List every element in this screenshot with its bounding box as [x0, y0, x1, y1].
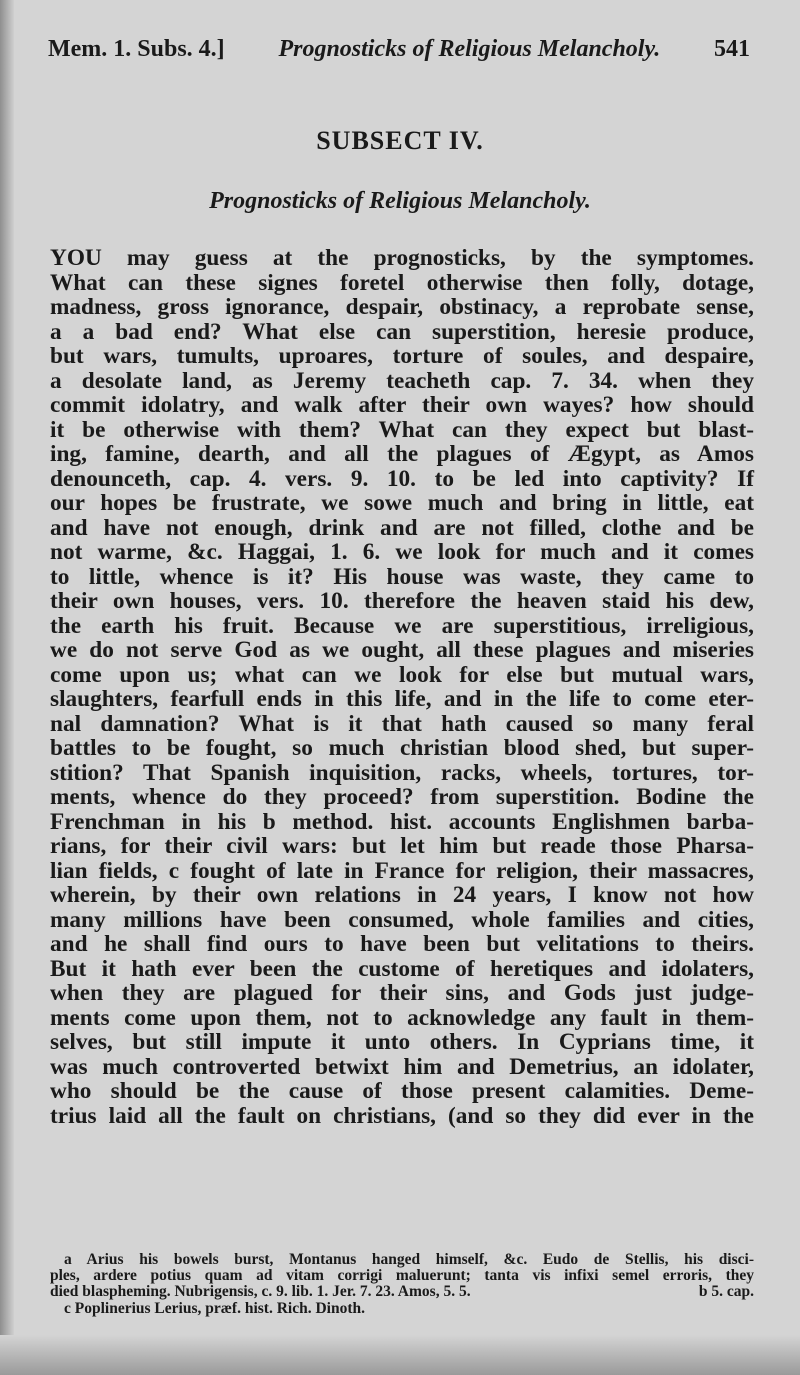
body-line: but wars, tumults, uproares, torture of soules, and despaire,: [50, 343, 754, 369]
body-line: lian fields, c fought of late in France for religion, their massacres,: [50, 857, 754, 884]
body-line: battles to be fought, so much christian blood shed, but super-: [50, 735, 754, 761]
body-line: when they are plagued for their sins, and Gods just judge-: [50, 980, 754, 1006]
body-line: it be otherwise with them? What can they expect but blast-: [50, 416, 754, 443]
body-line: who should be the cause of those present calamities. Deme-: [50, 1078, 754, 1104]
body-line: not warme, &c. Haggai, 1. 6. we look for much and it comes: [50, 539, 754, 565]
body-line: rians, for their civil wars: but let him but reade those Pharsa-: [50, 833, 754, 859]
body-line: and have not enough, drink and are not filled, clothe and be: [50, 514, 754, 541]
body-line: to little, whence is it? His house was waste, they came to: [50, 563, 754, 590]
body-line: ments come upon them, not to acknowledge any fault in them-: [50, 1004, 754, 1031]
body-line: madness, gross ignorance, despair, obstinacy, a reprobate sense,: [50, 294, 754, 320]
body-line: nal damnation? What is it that hath caused so many feral: [50, 710, 754, 737]
body-line: commit idolatry, and walk after their own wayes? how should: [50, 392, 754, 418]
body-line: slaughters, fearfull ends in this life, and in the life to come eter-: [50, 686, 754, 712]
body-line: denounceth, cap. 4. vers. 9. 10. to be led into captivity? If: [50, 465, 754, 492]
section-reference: Mem. 1. Subs. 4.]: [48, 36, 225, 62]
body-line: our hopes be frustrate, we sowe much and bring in little, eat: [50, 490, 754, 516]
body-line: stition? That Spanish inquisition, racks, wheels, tortures, tor-: [50, 759, 754, 786]
body-line: come upon us; what can we look for else but mutual wars,: [50, 661, 754, 688]
body-line: What can these signes foretel otherwise then folly, dotage,: [50, 269, 754, 296]
body-line: we do not serve God as we ought, all these plagues and miseries: [50, 637, 754, 663]
footnote-c: c Poplinerius Lerius, præf. hist. Rich. Dinoth.: [64, 1299, 365, 1317]
footnote-a-end: died blaspheming. Nubrigensis, c. 9. lib. 1. Jer. 7. 23. Amos, 5. 5.: [50, 1283, 471, 1301]
page-number: 541: [714, 36, 750, 62]
body-line: But it hath ever been the custome of heretiques and idolaters,: [50, 955, 754, 982]
body-line: selves, but still impute it unto others. In Cyprians time, it: [50, 1029, 754, 1055]
footnotes: [50, 1252, 754, 1317]
footnote-line-3: [50, 1284, 754, 1300]
body-line: the earth his fruit. Because we are superstitious, irreligious,: [50, 612, 754, 639]
body-line: YOU may guess at the prognosticks, by the symptomes.: [50, 245, 754, 271]
body-line: trius laid all the fault on christians, (and so they did ever in the: [50, 1102, 754, 1129]
subsection-title: Prognosticks of Religious Melancholy.: [209, 188, 591, 214]
footnote-b: b 5. cap.: [698, 1283, 754, 1301]
body-line: was much controverted betwixt him and Demetrius, an idolater,: [50, 1053, 754, 1080]
body-line: wherein, by their own relations in 24 years, I know not how: [50, 882, 754, 908]
body-line: many millions have been consumed, whole families and cities,: [50, 906, 754, 933]
footnote-a: a Arius his bowels burst, Montanus hanged himself, &c. Eudo de Stellis, his disci-: [64, 1251, 754, 1268]
body-line: their own houses, vers. 10. therefore the heaven staid his dew,: [50, 588, 754, 614]
body-line: a desolate land, as Jeremy teacheth cap. 7. 34. when they: [50, 367, 754, 394]
body-line: ments, whence do they proceed? from superstition. Bodine the: [50, 784, 754, 810]
footnote-a-continued: ples, ardere potius quam ad vitam corrigi maluerunt; tanta vis infixi semel erroris, they: [50, 1267, 754, 1285]
body-line: ing, famine, dearth, and all the plagues of Ægypt, as Amos: [50, 441, 754, 467]
body-line: Frenchman in his b method. hist. accounts Englishmen barba-: [50, 808, 754, 835]
body-text: [50, 246, 754, 1128]
body-line: a a bad end? What else can superstition, heresie produce,: [50, 318, 754, 345]
running-header: [48, 36, 750, 63]
running-title: Prognosticks of Religious Melancholy.: [278, 36, 661, 62]
page-bottom-shadow: [0, 1335, 800, 1375]
body-line: and he shall find ours to have been but velitations to theirs.: [50, 931, 754, 957]
subsection-heading: SUBSECT IV.: [316, 126, 484, 155]
